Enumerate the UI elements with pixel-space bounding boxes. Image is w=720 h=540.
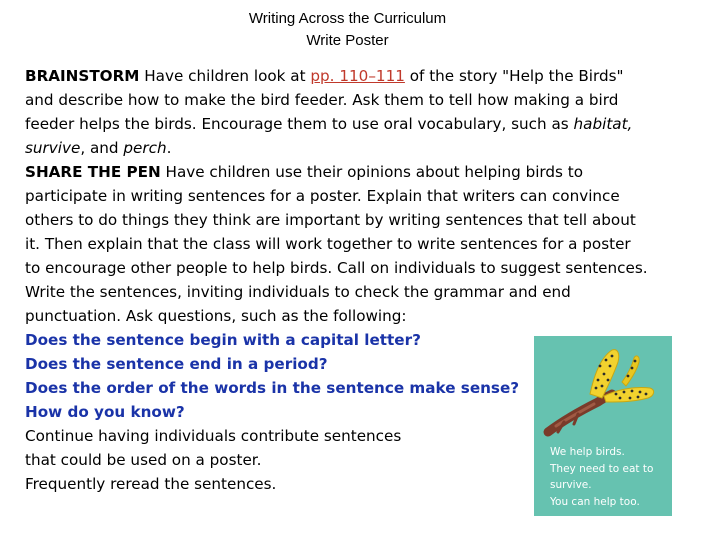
text-line: that could be used on a poster.: [25, 451, 262, 469]
text-line: Continue having individuals contribute sentences: [25, 427, 402, 445]
text-line: [25, 136, 705, 160]
page-title: [0, 8, 695, 52]
text-span: feeder helps the birds. Encourage them to use oral vocabulary, such as: [25, 115, 574, 133]
question-line: Does the sentence end in a period?: [25, 355, 328, 373]
poster-caption: [550, 444, 670, 510]
poster-line: You can help too.: [550, 495, 640, 508]
text-line: others to do things they think are important by writing sentences that tell about: [25, 211, 636, 229]
poster-line: survive.: [550, 479, 592, 491]
text-span: of the story "Help the Birds": [404, 67, 624, 85]
text-line: participate in writing sentences for a poster. Explain that writers can convince: [25, 187, 620, 205]
text-line: Frequently reread the sentences.: [25, 475, 277, 493]
vocab-word-perch: perch: [123, 139, 167, 157]
page-reference-link[interactable]: pp. 110–111: [310, 67, 405, 85]
bird-poster-image: [534, 336, 672, 516]
text-line: [25, 112, 705, 136]
question-line: How do you know?: [25, 403, 185, 421]
text-span: .: [166, 139, 172, 157]
question-line: Does the order of the words in the sentence make sense?: [25, 379, 520, 397]
title-line-2: Write Poster: [306, 32, 389, 49]
vocab-word-habitat: habitat,: [573, 115, 633, 133]
vocab-word-survive: survive: [25, 139, 81, 157]
text-span: Have children look at: [139, 67, 311, 85]
poster-line: We help birds.: [550, 446, 625, 458]
text-line: [25, 64, 705, 88]
text-line: to encourage other people to help birds. Call on individuals to suggest sentences.: [25, 259, 648, 277]
bird-feeder-illustration: [534, 336, 672, 446]
poster-line: They need to eat to: [550, 462, 654, 475]
text-line: [25, 160, 705, 184]
text-span: Have children use their opinions about helping birds to: [160, 163, 584, 181]
text-line: punctuation. Ask questions, such as the following:: [25, 307, 407, 325]
brainstorm-label: BRAINSTORM: [25, 67, 140, 85]
question-line: Does the sentence begin with a capital letter?: [25, 331, 421, 349]
text-line: it. Then explain that the class will work together to write sentences for a poster: [25, 235, 631, 253]
share-the-pen-label: SHARE THE PEN: [25, 163, 161, 181]
title-line-1: Writing Across the Curriculum: [248, 10, 447, 27]
text-span: , and: [80, 139, 124, 157]
text-line: and describe how to make the bird feeder. Ask them to tell how making a bird: [25, 91, 619, 109]
text-line: Write the sentences, inviting individuals to check the grammar and end: [25, 283, 571, 301]
